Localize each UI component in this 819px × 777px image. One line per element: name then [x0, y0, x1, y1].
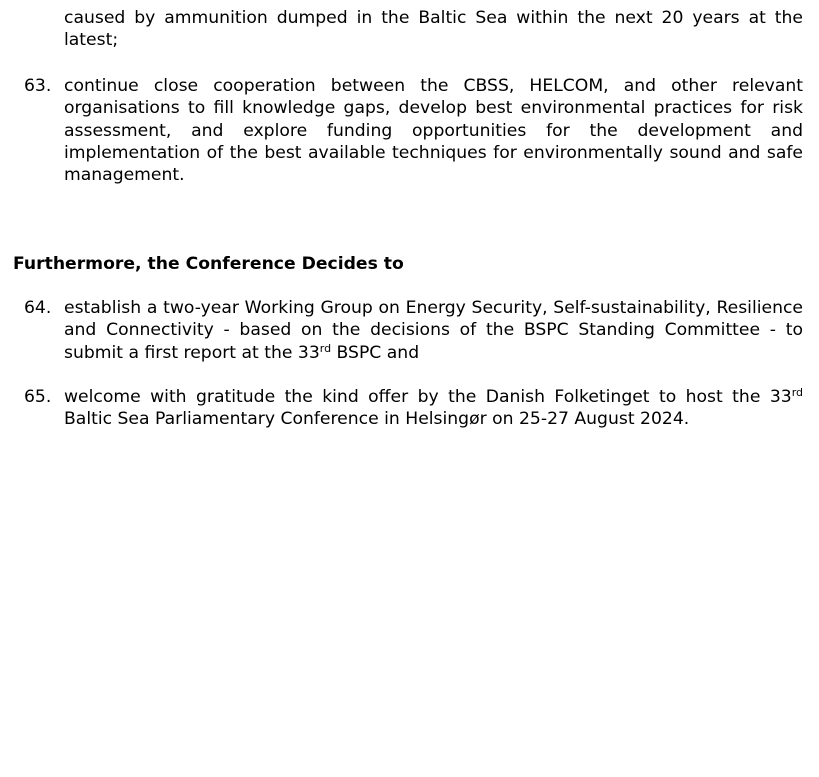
ordinal-suffix: rd: [791, 386, 803, 399]
item-text-tail: BSPC and: [331, 342, 420, 363]
item-text-main: welcome with gratitude the kind offer by the Danish Folketinget to host the 33: [64, 387, 792, 407]
ordinal-suffix: rd: [319, 341, 332, 355]
item-text: [64, 297, 803, 364]
continuation-text: caused by ammunition dumped in the Baltic Sea within the next 20 years at the latest;: [64, 8, 803, 51]
item-text-tail: Baltic Sea Parliamentary Conference in Helsingør on 25-27 August 2024.: [64, 409, 690, 430]
item-number: 64.: [24, 298, 52, 318]
item-number: 63.: [24, 76, 52, 96]
item-text: [64, 386, 803, 431]
section-heading: Furthermore, the Conference Decides to: [13, 254, 404, 274]
item-text-main: establish a two-year Working Group on Energy Security, Self-sustainability, Resilience and Connectivity - based on the decisions of the BSPC Standing Committee - to submit a first report at the 33: [64, 298, 803, 363]
item-number: 65.: [24, 387, 52, 407]
item-text: continue close cooperation between the CBSS, HELCOM, and other relevant organisations to fill knowledge gaps, develop best environmental practices for risk assessment, and explore funding opportunities for the development and implementation of the best available techniques for environmentally sound and safe management.: [64, 76, 803, 186]
